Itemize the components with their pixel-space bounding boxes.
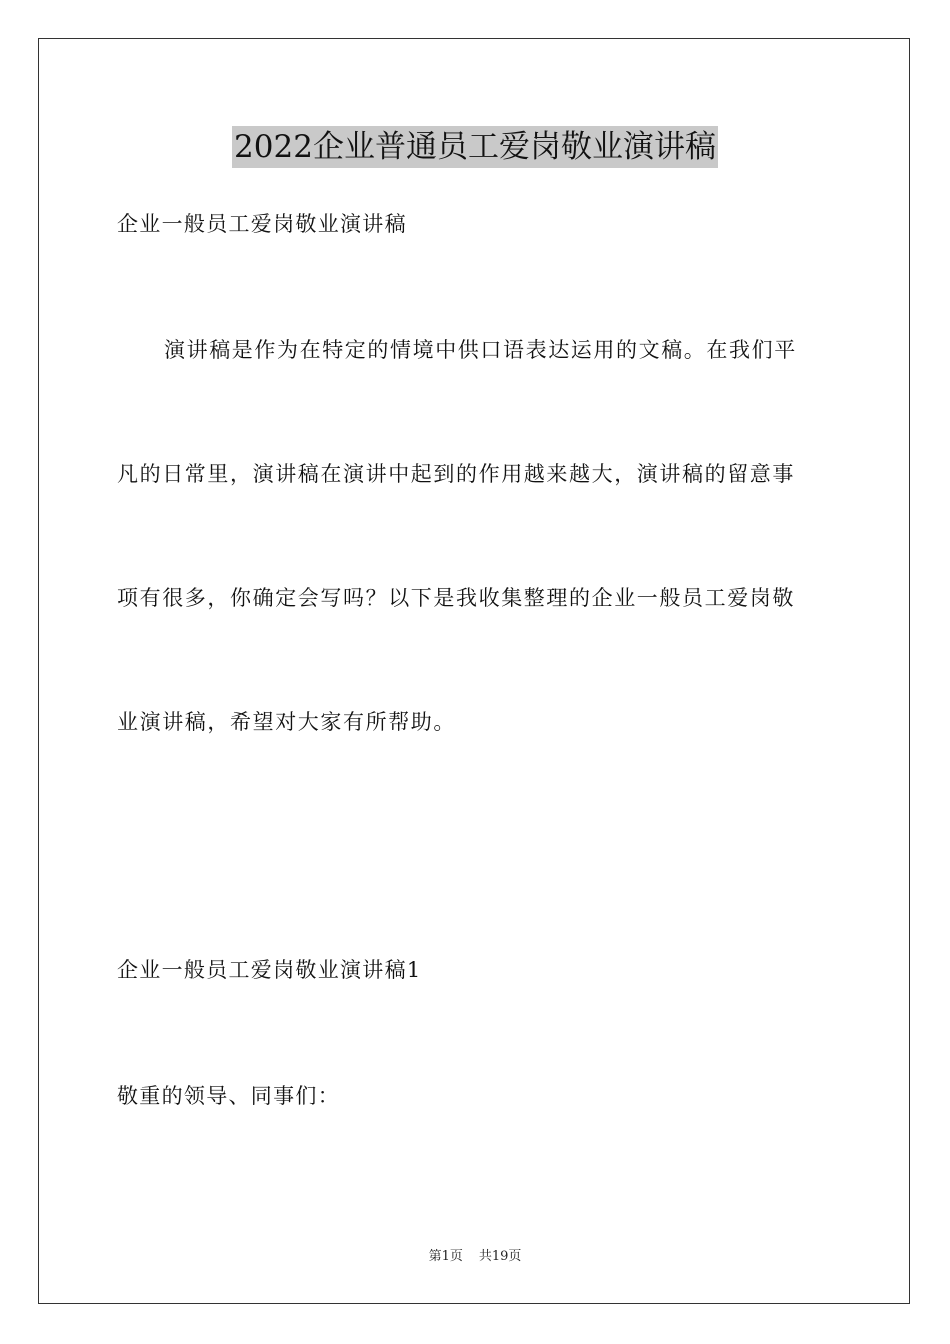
- intro-line-4: 业演讲稿，希望对大家有所帮助。: [117, 710, 456, 734]
- page-number-total: 共19页: [478, 1249, 522, 1264]
- section-heading: 企业一般员工爱岗敬业演讲稿1: [117, 958, 422, 982]
- intro-line-3: 项有很多，你确定会写吗？以下是我收集整理的企业一般员工爱岗敬: [117, 586, 795, 610]
- intro-line-2: 凡的日常里，演讲稿在演讲中起到的作用越来越大，演讲稿的留意事: [117, 462, 795, 486]
- title-container: [0, 126, 950, 168]
- page-number-current: 第1页: [428, 1249, 463, 1264]
- document-title: 2022企业普通员工爱岗敬业演讲稿: [232, 126, 718, 168]
- salutation: 敬重的领导、同事们：: [117, 1084, 340, 1108]
- intro-line-1: 演讲稿是作为在特定的情境中供口语表达运用的文稿。在我们平: [164, 338, 797, 362]
- document-subtitle: 企业一般员工爱岗敬业演讲稿: [117, 212, 407, 236]
- page-footer: [0, 1248, 950, 1266]
